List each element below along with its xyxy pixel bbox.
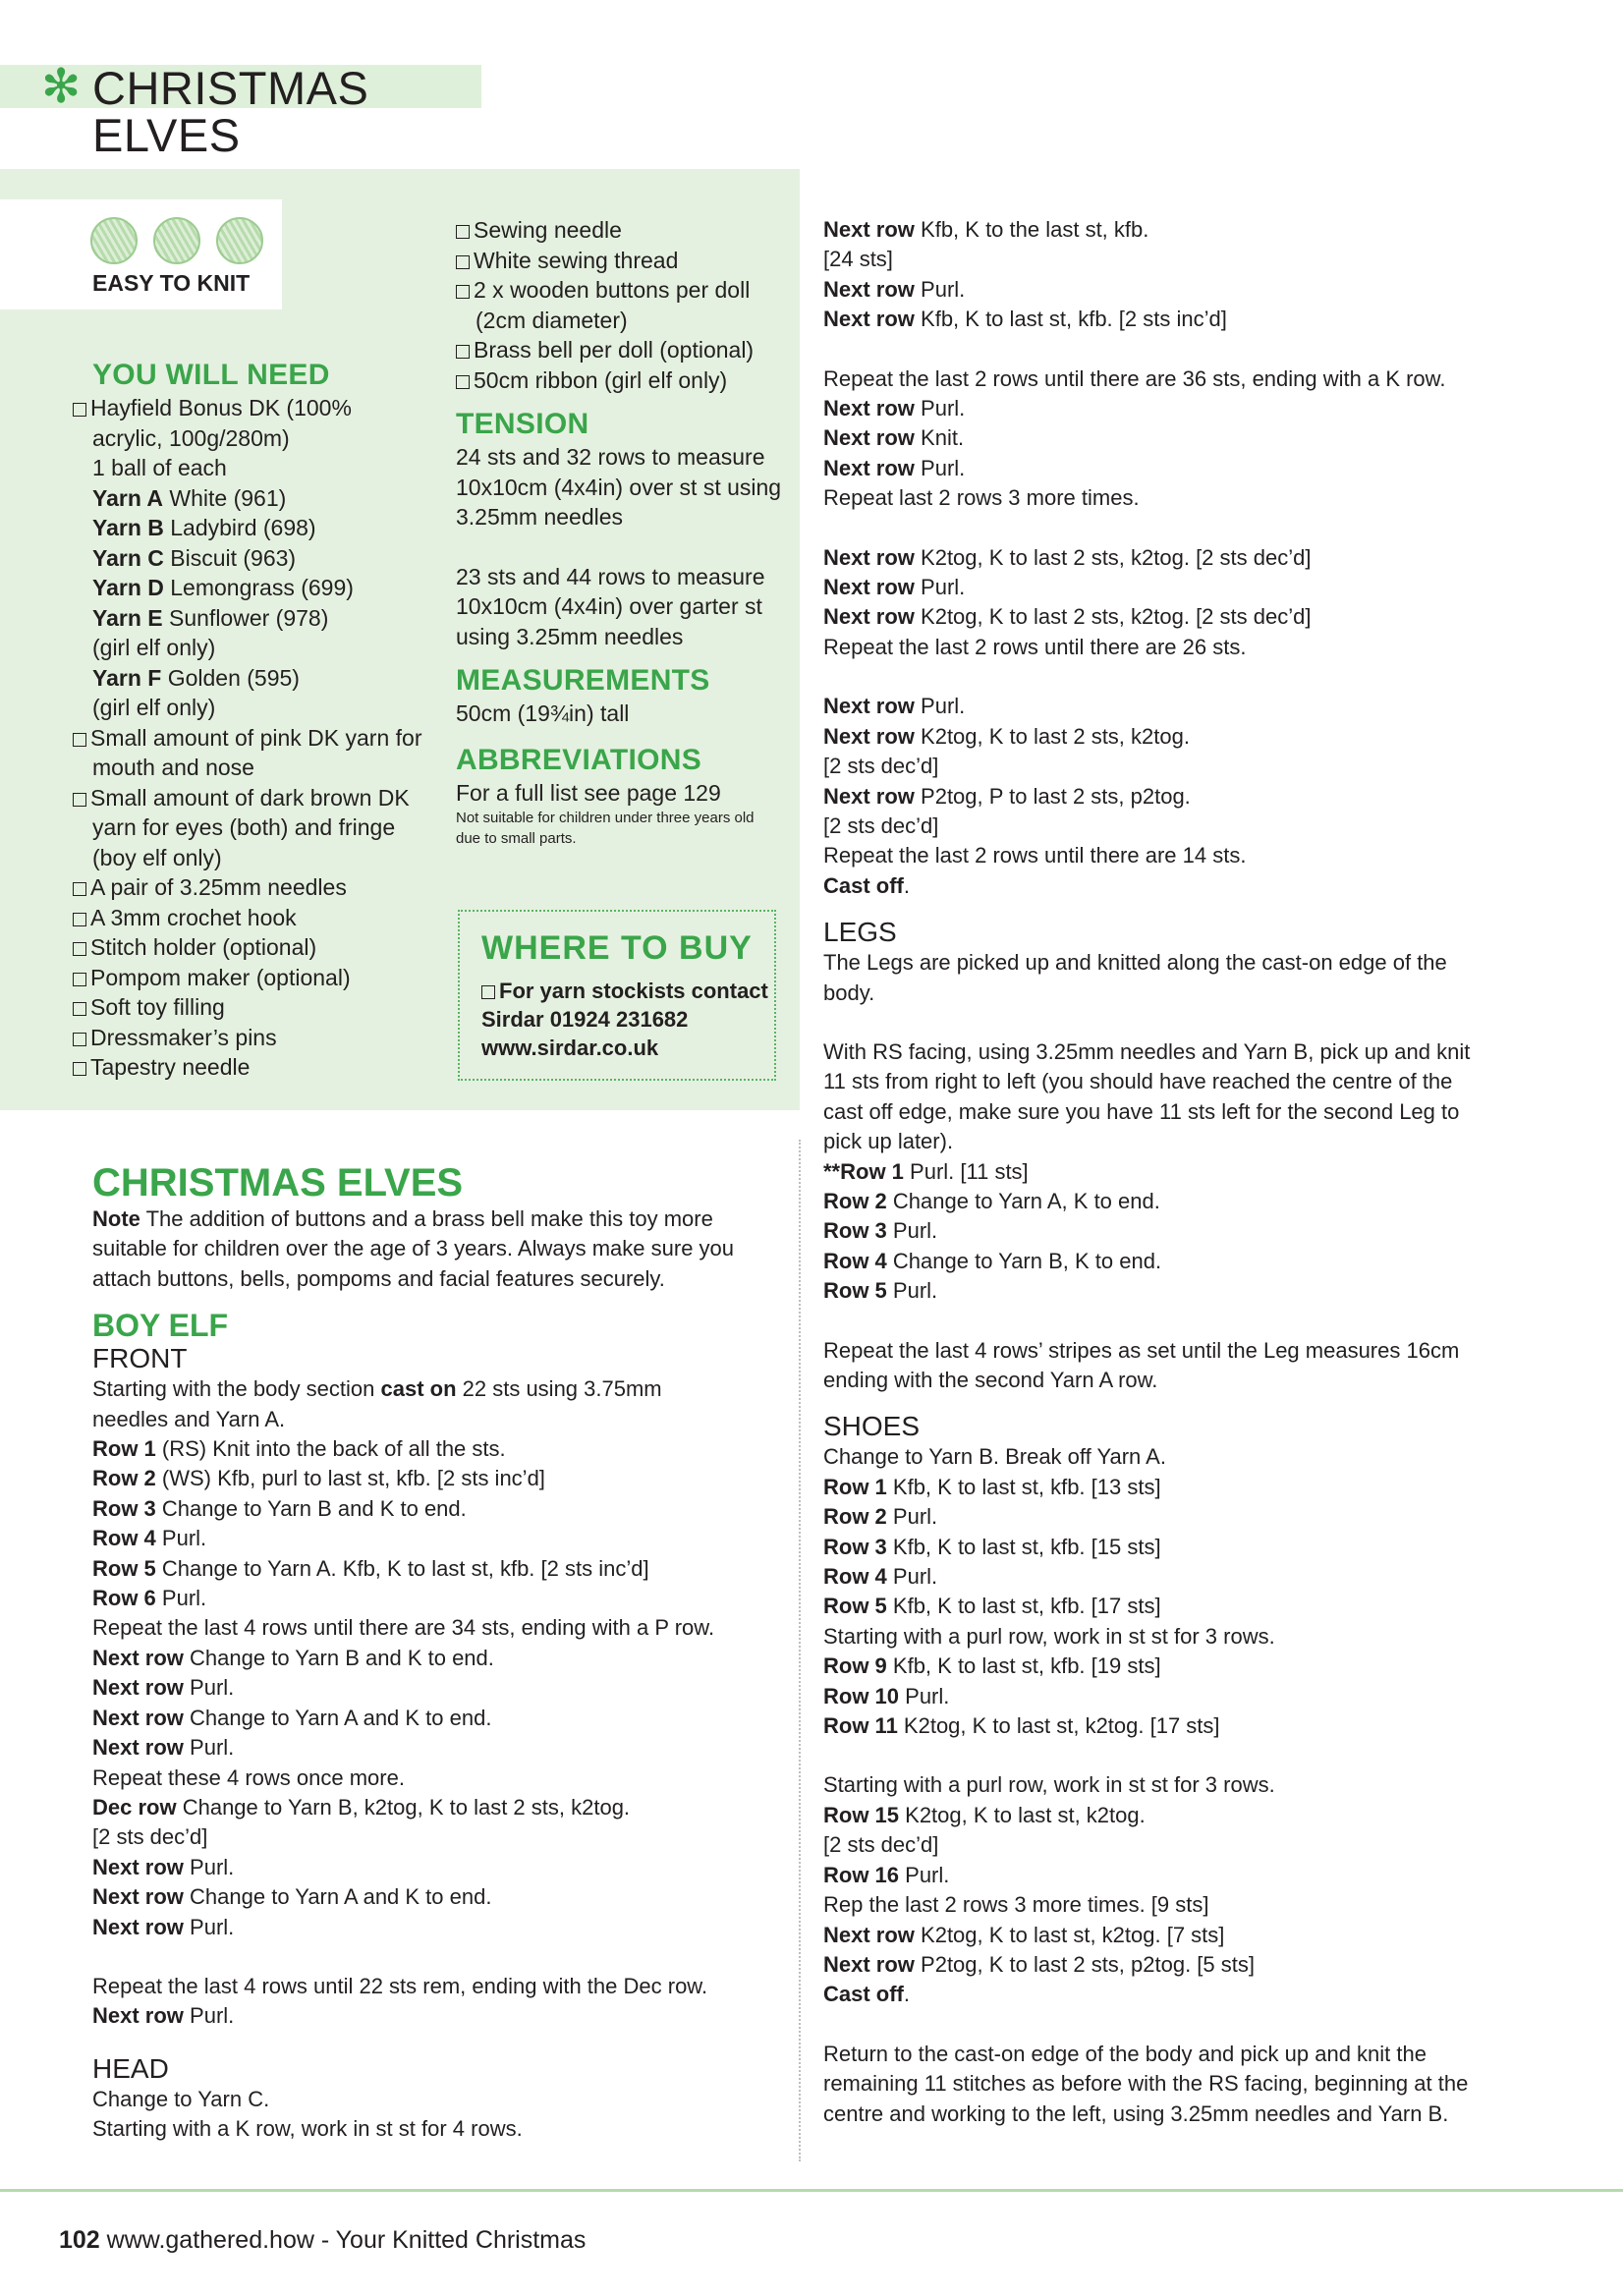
checkbox-icon <box>73 1033 86 1046</box>
pattern-line: Next row K2tog, K to last 2 sts, k2tog. [2 sts dec’d] <box>823 544 1312 570</box>
pattern-line: Dec row Change to Yarn B, k2tog, K to last 2 sts, k2tog. <box>92 1794 631 1820</box>
checkbox-icon <box>456 375 470 389</box>
note-line: attach buttons, bells, pompoms and facial features securely. <box>92 1265 665 1291</box>
pattern-line: Next row Kfb, K to the last st, kfb. <box>823 217 1149 242</box>
where-to-buy-body: For yarn stockists contact Sirdar 01924 231682 www.sirdar.co.uk <box>481 979 768 1060</box>
pattern-line: Row 4 Change to Yarn B, K to end. <box>823 1248 1162 1273</box>
list-item: 50cm ribbon (girl elf only) <box>456 365 780 396</box>
pattern-line: **Row 1 Purl. [11 sts] <box>823 1158 1029 1184</box>
pattern-line: Repeat the last 2 rows until there are 14 sts. <box>823 843 1247 868</box>
pattern-line: [2 sts dec’d] <box>823 812 939 838</box>
pattern-line: The Legs are picked up and knitted along the cast-on edge of the <box>823 950 1447 976</box>
shoes-heading: SHOES <box>823 1411 921 1442</box>
checkbox-icon <box>73 793 86 807</box>
pattern-line: Row 2 Purl. <box>823 1504 938 1530</box>
list-item-cont: (boy elf only) <box>92 844 222 870</box>
footer-rule <box>0 2189 1623 2192</box>
checkbox-icon <box>456 345 470 359</box>
materials-col-2 <box>456 215 780 849</box>
page-number: 102 <box>59 2226 100 2254</box>
sirdar-url: www.sirdar.co.uk <box>481 1036 659 1060</box>
yarn-e-note: (girl elf only) <box>92 635 216 660</box>
pattern-line: Row 2 (WS) Kfb, purl to last st, kfb. [2 sts inc’d] <box>92 1466 545 1491</box>
pattern-line: Repeat the last 4 rows until there are 34 sts, ending with a P row. <box>92 1615 715 1641</box>
pattern-title: CHRISTMAS ELVES <box>92 1161 464 1204</box>
list-item: Sewing needle <box>456 215 780 246</box>
yarn-ball-icon <box>216 217 263 264</box>
yarn-a: Yarn A White (961) <box>92 484 287 511</box>
pattern-line: [2 sts dec’d] <box>92 1824 208 1850</box>
pattern-line: Repeat the last 2 rows until there are 26 sts. <box>823 634 1247 659</box>
pattern-line: ending with the second Yarn A row. <box>823 1368 1158 1392</box>
pattern-line: 11 sts from right to left (you should have reached the centre of the <box>823 1069 1453 1094</box>
difficulty-label: EASY TO KNIT <box>92 270 251 296</box>
abbreviations-line: For a full list see page 129 <box>456 779 721 806</box>
pattern-line: Row 6 Purl. <box>92 1586 207 1611</box>
pattern-line: Row 5 Purl. <box>823 1278 938 1304</box>
list-item: Stitch holder (optional) <box>73 932 426 963</box>
pattern-line: Change to Yarn C. <box>92 2086 270 2111</box>
list-item: Tapestry needle <box>73 1052 426 1083</box>
pattern-line: Next row K2tog, K to last st, k2tog. [7 sts] <box>823 1922 1225 1947</box>
checkbox-icon <box>456 285 470 299</box>
pattern-line: Next row Purl. <box>823 694 966 719</box>
pattern-line: cast off edge, make sure you have 11 sts left for the second Leg to <box>823 1098 1460 1124</box>
pattern-line: Row 5 Kfb, K to last st, kfb. [17 sts] <box>823 1594 1161 1619</box>
pattern-line: Cast off. <box>823 872 911 898</box>
list-item: Dressmaker’s pins <box>73 1023 426 1053</box>
measurements-heading: MEASUREMENTS <box>456 664 710 697</box>
tension-line: 3.25mm needles <box>456 504 624 530</box>
pattern-line: Starting with the body section cast on 22 sts using 3.75mm <box>92 1376 662 1402</box>
pattern-line: needles and Yarn A. <box>92 1406 286 1431</box>
pattern-line: pick up later). <box>823 1129 954 1154</box>
list-item: Small amount of pink DK yarn for <box>73 723 426 754</box>
pattern-line: Row 10 Purl. <box>823 1683 950 1708</box>
safety-note: due to small parts. <box>456 830 577 847</box>
checkbox-icon <box>73 882 86 896</box>
yarn-f-note: (girl elf only) <box>92 695 216 720</box>
pattern-line: [2 sts dec’d] <box>823 754 939 779</box>
yarn-f: Yarn F Golden (595) <box>92 664 300 691</box>
pattern-line: Row 11 K2tog, K to last st, k2tog. [17 sts] <box>823 1713 1220 1739</box>
yarn-c: Yarn C Biscuit (963) <box>92 544 297 571</box>
pattern-line: remaining 11 stitches as before with the RS facing, beginning at the <box>823 2071 1469 2097</box>
pattern-line: Rep the last 2 rows 3 more times. [9 sts] <box>823 1892 1209 1918</box>
list-item-cont: acrylic, 100g/280m) <box>92 424 290 451</box>
checkbox-icon <box>73 1002 86 1016</box>
checkbox-icon <box>456 225 470 239</box>
list-item: Soft toy filling <box>73 992 426 1023</box>
list-item: A 3mm crochet hook <box>73 903 426 933</box>
pattern-line: Next row Knit. <box>823 425 965 451</box>
pattern-line: Return to the cast-on edge of the body and pick up and knit the <box>823 2041 1427 2066</box>
pattern-line: Row 1 Kfb, K to last st, kfb. [13 sts] <box>823 1474 1161 1499</box>
page-title: CHRISTMAS ELVES <box>92 62 369 161</box>
pattern-right-column <box>823 215 1590 2129</box>
pattern-line: centre and working to the left, using 3.25mm needles and Yarn B. <box>823 2100 1449 2126</box>
pattern-line: Next row Purl. <box>92 1914 235 1939</box>
pattern-line: Repeat the last 4 rows’ stripes as set until the Leg measures 16cm <box>823 1337 1460 1363</box>
you-will-need-heading: YOU WILL NEED <box>92 359 330 391</box>
pattern-line: [24 sts] <box>823 247 893 272</box>
list-item-cont: mouth and nose <box>92 755 254 780</box>
pattern-line: Starting with a K row, work in st st for 4 rows. <box>92 2116 523 2142</box>
legs-heading: LEGS <box>823 917 897 948</box>
footer-text: www.gathered.how - Your Knitted Christmas <box>106 2226 587 2254</box>
boy-elf-heading: BOY ELF <box>92 1308 229 1344</box>
list-item: Small amount of dark brown DK <box>73 783 426 813</box>
pattern-line: Row 9 Kfb, K to last st, kfb. [19 sts] <box>823 1653 1161 1679</box>
pattern-line: Row 4 Purl. <box>823 1564 938 1590</box>
pattern-line: Row 1 (RS) Knit into the back of all the sts. <box>92 1436 506 1462</box>
note-line: Note The addition of buttons and a brass bell make this toy more <box>92 1206 713 1231</box>
pattern-line: Row 5 Change to Yarn A. Kfb, K to last st, kfb. [2 sts inc’d] <box>92 1555 649 1581</box>
measurements-line: 50cm (19¾in) tall <box>456 700 630 726</box>
tension-line: 23 sts and 44 rows to measure <box>456 563 765 589</box>
pattern-line: Next row Purl. <box>823 276 966 302</box>
pattern-line: Next row P2tog, K to last 2 sts, p2tog. [5 sts] <box>823 1951 1255 1977</box>
list-item: 2 x wooden buttons per doll <box>456 275 780 306</box>
page-header <box>0 59 481 161</box>
pattern-line: Next row Purl. <box>92 1675 235 1701</box>
abbreviations-heading: ABBREVIATIONS <box>456 743 702 776</box>
pattern-line: Row 15 K2tog, K to last st, k2tog. <box>823 1802 1146 1827</box>
pattern-line: Next row Purl. <box>823 396 966 421</box>
tension-line: 10x10cm (4x4in) over st st using <box>456 474 782 500</box>
pattern-line: Repeat last 2 rows 3 more times. <box>823 485 1140 511</box>
column-divider <box>799 1140 801 2161</box>
pattern-left-column <box>92 1161 780 2145</box>
pattern-line: Repeat the last 4 rows until 22 sts rem, ending with the Dec row. <box>92 1973 708 1998</box>
checkbox-icon <box>73 942 86 956</box>
pattern-line: Next row K2tog, K to last 2 sts, k2tog. <box>823 723 1190 749</box>
pattern-line: Next row Change to Yarn B and K to end. <box>92 1645 494 1670</box>
pattern-line: Next row Kfb, K to last st, kfb. [2 sts inc’d] <box>823 307 1227 332</box>
pattern-line: Cast off. <box>823 1982 911 2007</box>
pattern-line: Starting with a purl row, work in st st for 3 rows. <box>823 1623 1275 1649</box>
pattern-line: Next row P2tog, P to last 2 sts, p2tog. <box>823 783 1191 809</box>
pattern-line: Repeat these 4 rows once more. <box>92 1764 405 1790</box>
pattern-line: Row 3 Purl. <box>823 1218 938 1244</box>
list-item: Hayfield Bonus DK (100% <box>73 393 426 423</box>
list-item: White sewing thread <box>456 246 780 276</box>
checkbox-icon <box>73 913 86 926</box>
pattern-line: Next row Change to Yarn A and K to end. <box>92 1705 492 1730</box>
pattern-line: Next row Purl. <box>92 1735 235 1761</box>
pattern-line: [2 sts dec’d] <box>823 1832 939 1858</box>
page-footer <box>59 2226 586 2255</box>
tension-line: 24 sts and 32 rows to measure <box>456 444 765 470</box>
pattern-line: Next row Change to Yarn A and K to end. <box>92 1884 492 1910</box>
checkbox-icon <box>73 1062 86 1076</box>
pattern-line: Next row Purl. <box>92 2003 235 2029</box>
pattern-line: Next row K2tog, K to last 2 sts, k2tog. [2 sts dec’d] <box>823 604 1312 630</box>
yarn-b: Yarn B Ladybird (698) <box>92 515 316 540</box>
checkbox-icon <box>73 403 86 417</box>
safety-note: Not suitable for children under three years old <box>456 810 755 826</box>
front-heading: FRONT <box>92 1343 188 1374</box>
where-to-buy-heading: WHERE TO BUY <box>481 929 753 967</box>
pattern-line: Repeat the last 2 rows until there are 36 sts, ending with a K row. <box>823 365 1446 391</box>
pattern-line: Next row Purl. <box>823 575 966 600</box>
yarn-e: Yarn E Sunflower (978) <box>92 604 329 631</box>
checkbox-icon <box>73 733 86 747</box>
yarn-ball-icon <box>153 217 200 264</box>
tension-heading: TENSION <box>456 408 589 440</box>
list-item: A pair of 3.25mm needles <box>73 872 426 903</box>
pattern-line: Change to Yarn B. Break off Yarn A. <box>823 1444 1166 1470</box>
head-heading: HEAD <box>92 2052 169 2084</box>
note-line: suitable for children over the age of 3 years. Always make sure you <box>92 1236 735 1261</box>
pattern-line: Row 16 Purl. <box>823 1862 950 1887</box>
flower-icon: ✻ <box>41 59 82 114</box>
pattern-line: Next row Purl. <box>823 455 966 480</box>
pattern-line: Starting with a purl row, work in st st for 3 rows. <box>823 1772 1275 1798</box>
checkbox-icon <box>73 973 86 986</box>
checkbox-icon <box>481 985 495 999</box>
list-item: Pompom maker (optional) <box>73 963 426 993</box>
list-item-cont: yarn for eyes (both) and fringe <box>92 814 396 840</box>
pattern-line: Row 3 Kfb, K to last st, kfb. [15 sts] <box>823 1534 1161 1559</box>
tension-line: using 3.25mm needles <box>456 623 684 649</box>
list-item-cont: (2cm diameter) <box>476 307 628 333</box>
pattern-line: With RS facing, using 3.25mm needles and Yarn B, pick up and knit <box>823 1038 1471 1064</box>
you-will-need-section <box>92 358 426 1083</box>
pattern-line: Row 3 Change to Yarn B and K to end. <box>92 1495 467 1521</box>
list-item: Brass bell per doll (optional) <box>456 335 780 365</box>
checkbox-icon <box>456 255 470 269</box>
list-item-cont: 1 ball of each <box>92 455 227 480</box>
pattern-line: Row 2 Change to Yarn A, K to end. <box>823 1188 1160 1213</box>
yarn-ball-icon <box>90 217 138 264</box>
yarn-d: Yarn D Lemongrass (699) <box>92 575 354 600</box>
where-to-buy-box <box>458 910 776 1081</box>
tension-line: 10x10cm (4x4in) over garter st <box>456 593 762 619</box>
pattern-line: Next row Purl. <box>92 1854 235 1879</box>
pattern-line: Row 4 Purl. <box>92 1526 207 1551</box>
pattern-line: body. <box>823 980 875 1005</box>
